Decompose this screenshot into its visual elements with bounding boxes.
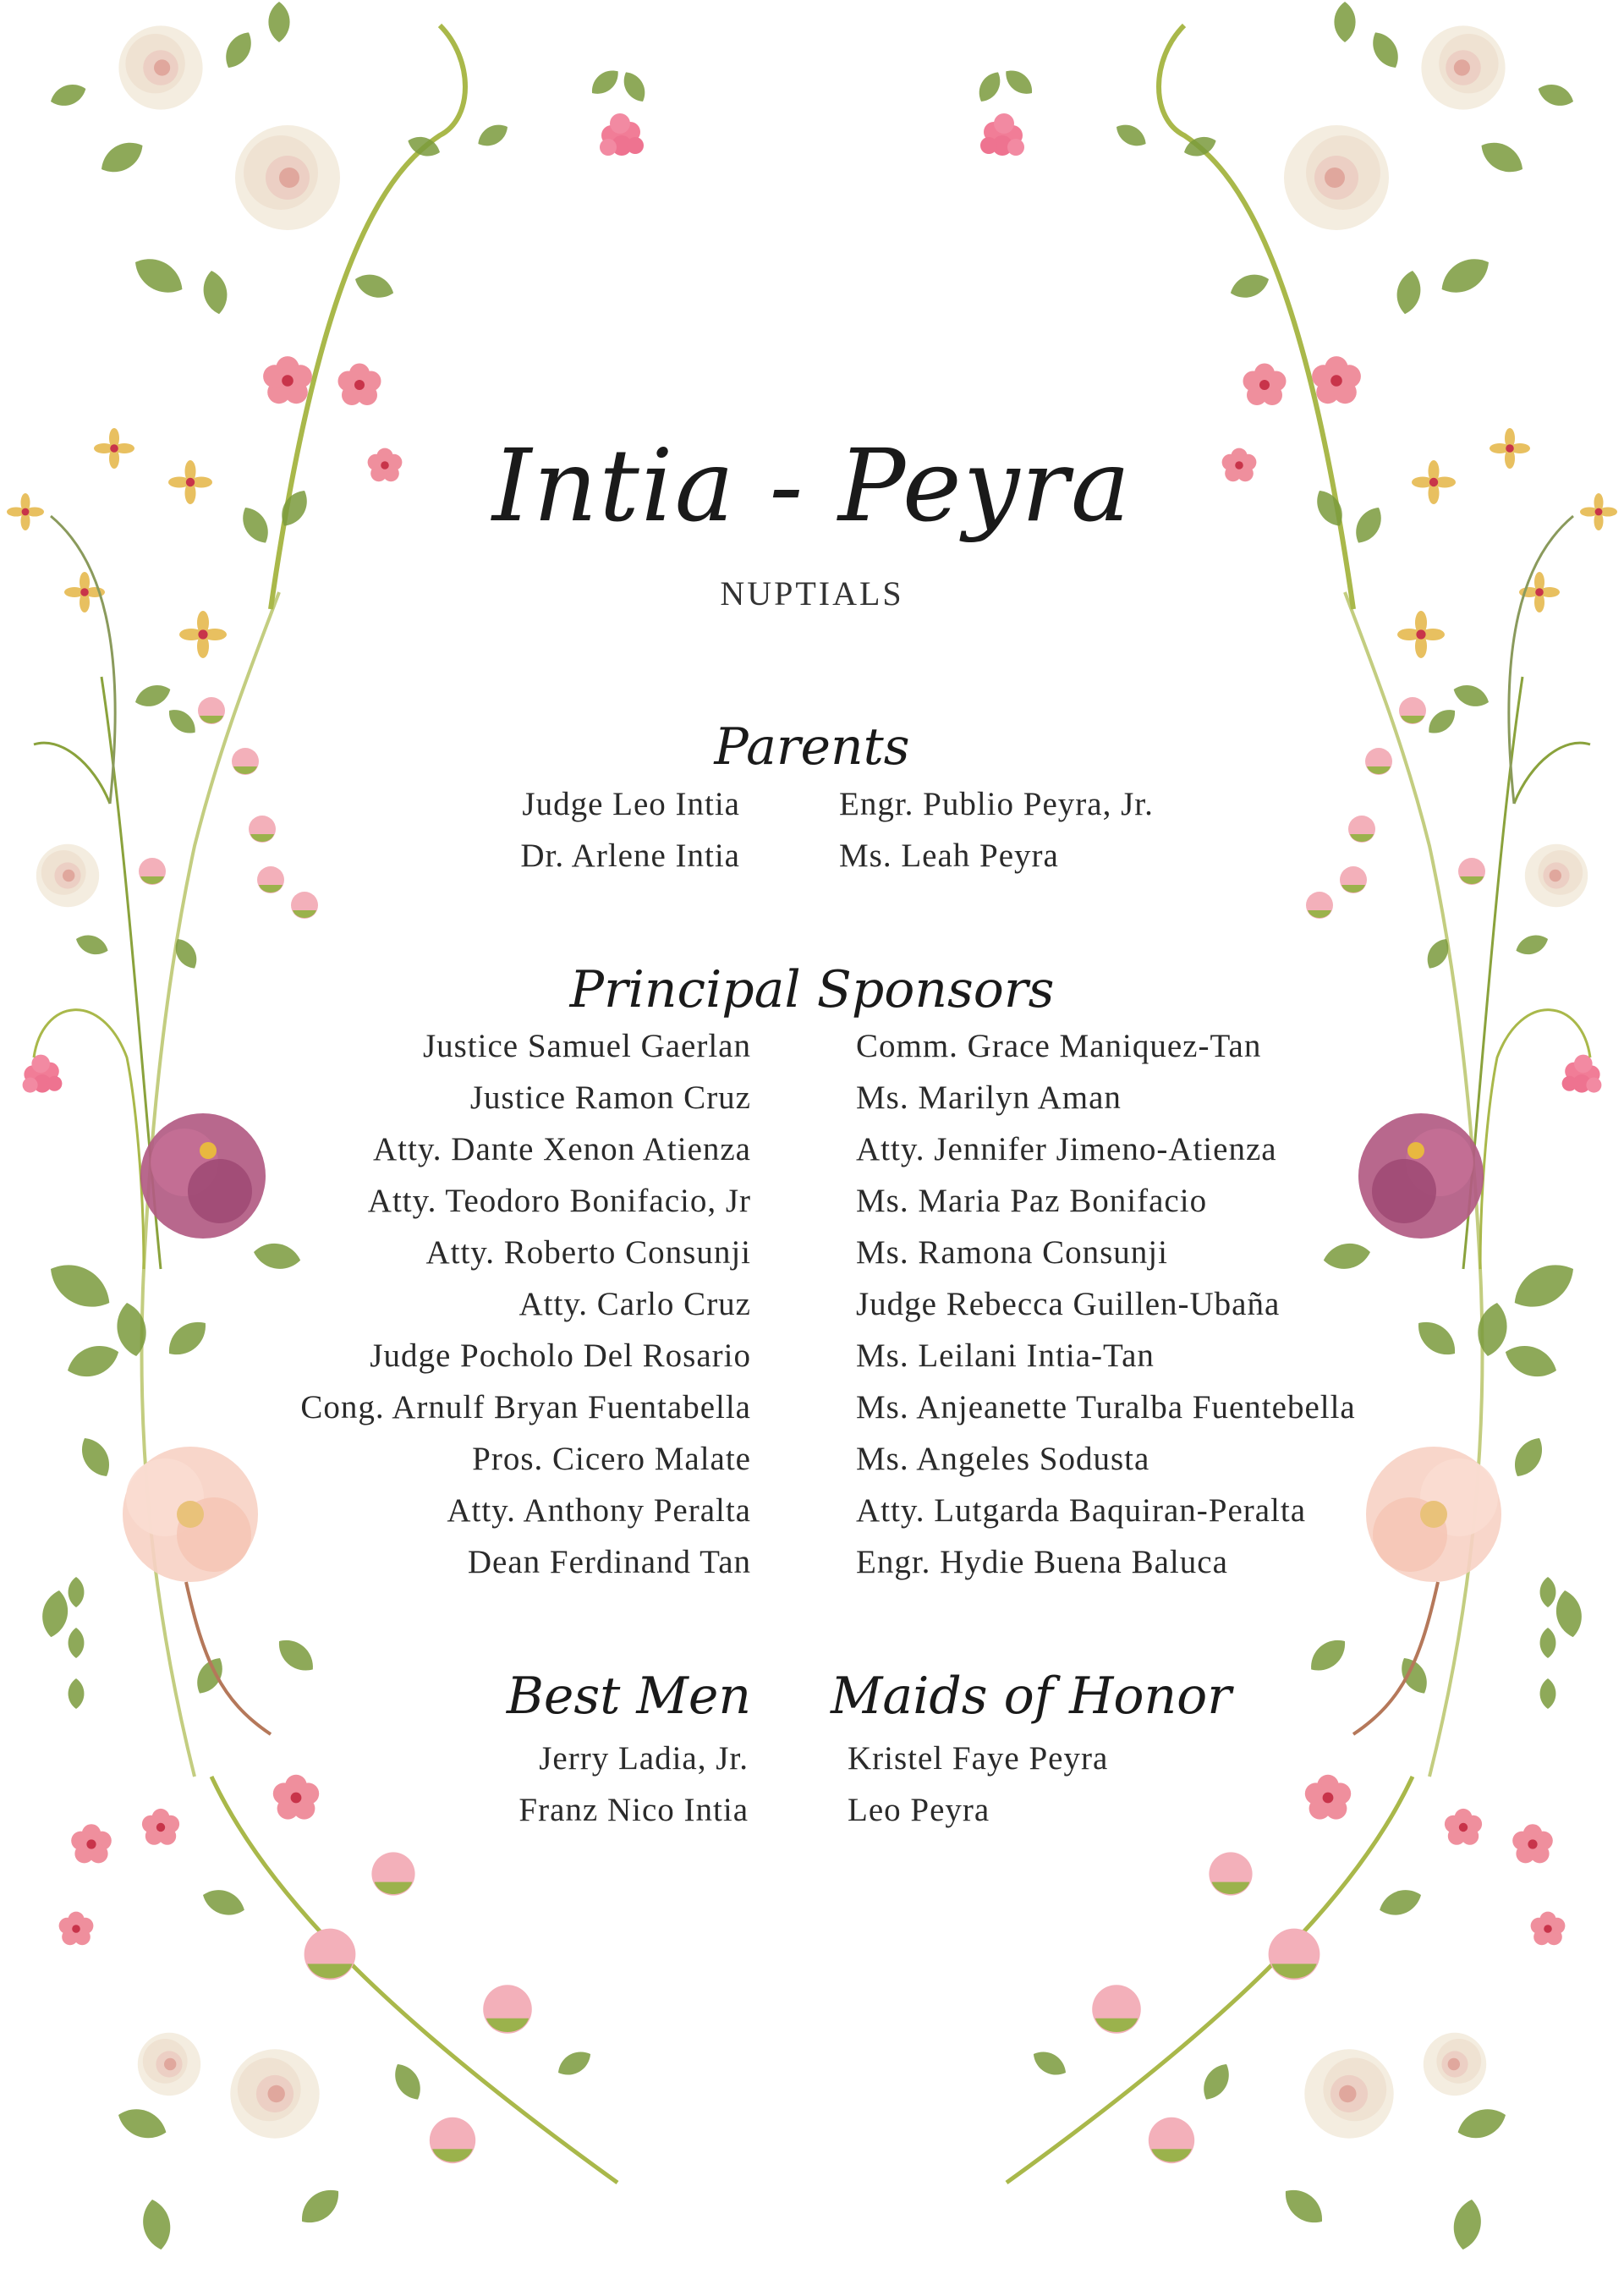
sponsor-name: Atty. Dante Xenon Atienza xyxy=(372,1131,751,1167)
sponsor-name: Ms. Marilyn Aman xyxy=(856,1079,1122,1116)
sponsors-left-list xyxy=(300,1020,751,1588)
parent-name: Judge Leo Intia xyxy=(522,786,740,822)
sponsor-name: Ms. Ramona Consunji xyxy=(856,1234,1168,1271)
sponsor-name: Atty. Carlo Cruz xyxy=(518,1286,751,1322)
couple-title: Intia - Peyra xyxy=(491,427,1133,544)
best-man-name: Franz Nico Intia xyxy=(518,1792,749,1828)
sponsor-name: Ms. Angeles Sodusta xyxy=(856,1441,1150,1477)
sponsor-name: Atty. Teodoro Bonifacio, Jr xyxy=(367,1183,751,1219)
nuptials-subtitle: NUPTIALS xyxy=(720,574,904,612)
sponsor-name: Comm. Grace Maniquez-Tan xyxy=(856,1028,1262,1064)
sponsor-name: Judge Pocholo Del Rosario xyxy=(370,1337,751,1374)
parent-name: Engr. Publio Peyra, Jr. xyxy=(839,786,1154,822)
maids-of-honor-list xyxy=(848,1733,1108,1836)
sponsor-name: Ms. Anjeanette Turalba Fuentebella xyxy=(856,1389,1356,1425)
sponsor-name: Ms. Leilani Intia-Tan xyxy=(856,1337,1155,1374)
best-men-list xyxy=(518,1733,749,1836)
sponsor-name: Atty. Lutgarda Baquiran-Peralta xyxy=(856,1492,1307,1529)
sponsor-name: Engr. Hydie Buena Baluca xyxy=(856,1544,1228,1580)
maid-of-honor-name: Kristel Faye Peyra xyxy=(848,1740,1109,1777)
sponsor-name: Pros. Cicero Malate xyxy=(472,1441,751,1477)
parent-name: Dr. Arlene Intia xyxy=(520,838,740,874)
best-man-name: Jerry Ladia, Jr. xyxy=(539,1740,749,1777)
maid-of-honor-name: Leo Peyra xyxy=(848,1792,990,1828)
parent-name: Ms. Leah Peyra xyxy=(839,838,1059,874)
sponsor-name: Cong. Arnulf Bryan Fuentabella xyxy=(300,1389,751,1425)
best-men-heading: Best Men xyxy=(506,1667,751,1726)
sponsor-name: Dean Ferdinand Tan xyxy=(467,1544,751,1580)
groom-parents-list xyxy=(520,778,740,882)
sponsor-name: Atty. Roberto Consunji xyxy=(425,1234,751,1271)
bride-parents-list xyxy=(839,778,1154,882)
sponsor-name: Atty. Jennifer Jimeno-Atienza xyxy=(856,1131,1277,1167)
maids-of-honor-heading: Maids of Honor xyxy=(831,1667,1232,1726)
principal-sponsors-heading: Principal Sponsors xyxy=(569,960,1055,1019)
parents-heading: Parents xyxy=(714,717,910,777)
sponsor-name: Atty. Anthony Peralta xyxy=(447,1492,751,1529)
sponsor-name: Judge Rebecca Guillen-Ubaña xyxy=(856,1286,1281,1322)
sponsor-name: Justice Ramon Cruz xyxy=(469,1079,751,1116)
sponsor-name: Justice Samuel Gaerlan xyxy=(422,1028,751,1064)
sponsor-name: Ms. Maria Paz Bonifacio xyxy=(856,1183,1208,1219)
sponsors-right-list xyxy=(856,1020,1356,1588)
